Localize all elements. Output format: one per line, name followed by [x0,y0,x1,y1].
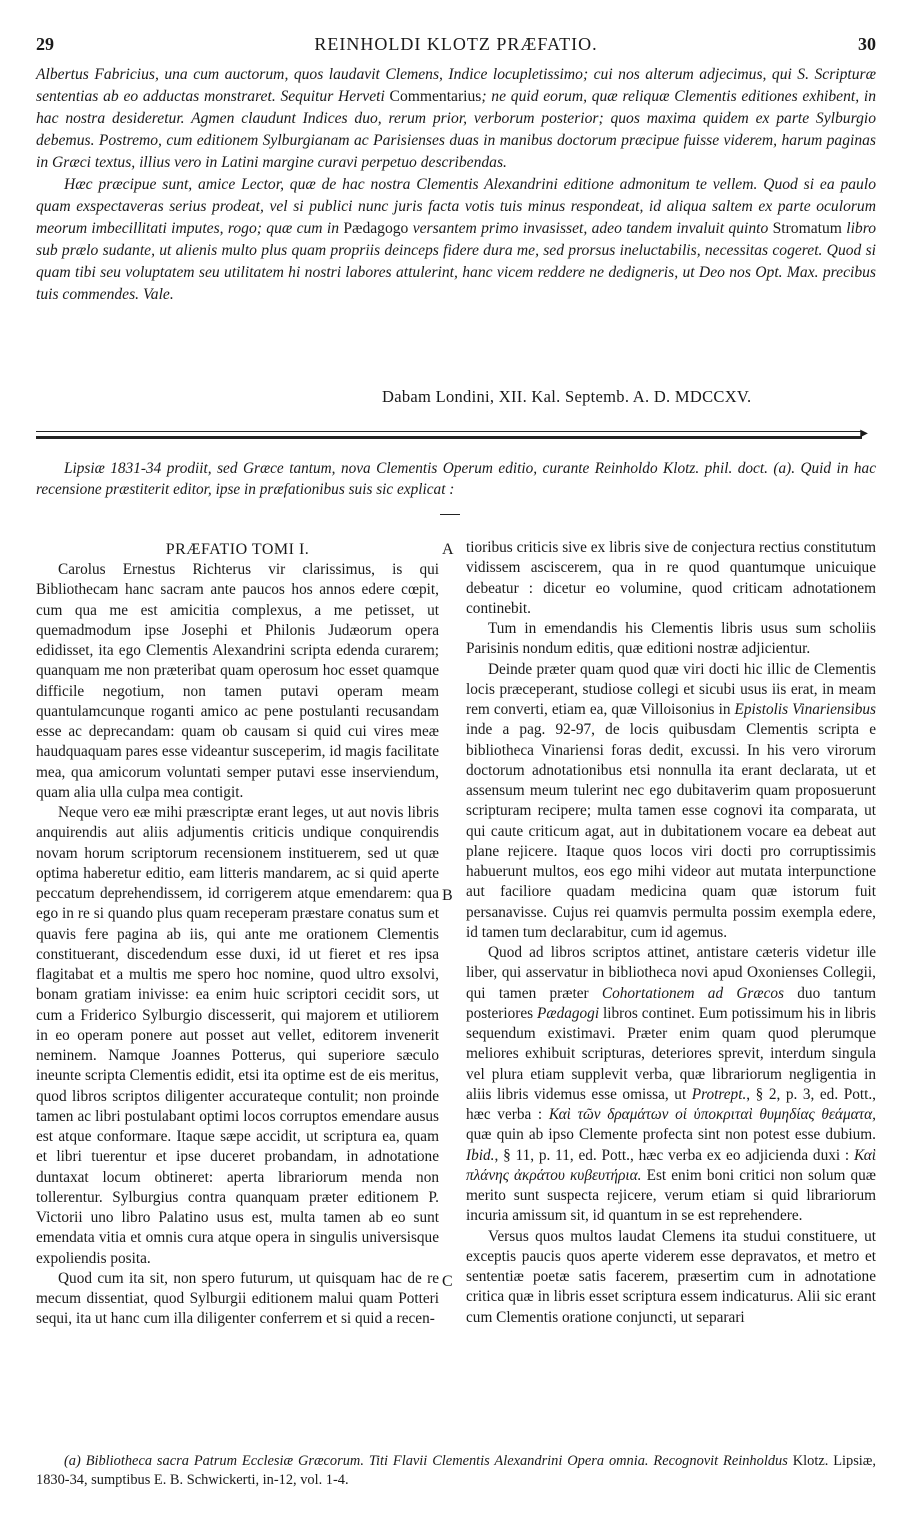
right-paragraph-1: Tum in emendandis his Clementis libris usus sum scholiis Parisinis nondum editis, quæ editioni nostræ adjicientur. [466,620,876,658]
left-column [36,538,439,1330]
text-run: ; ne quid eorum, quæ reliquæ Clementis editiones exhibent, in hac nostra desideretur. Agmen claudunt Indices duo, rerum prior, verborum posterior; quos maxima quidem ex parte Sylburgio debemus. Postremo, cum editionem Sylburgianam ac Parisienses duas in manibus doctorum præcipue fuisse viderem, harum paginas in Græci textus, illius vero in Latini margine curavi perpetuo describendas. [36,88,877,171]
rule-arrow-icon: ▶ [860,428,868,439]
left-paragraph-3: Quod cum ita sit, non spero futurum, ut quisquam hac de re mecum dissentiat, quod Sylburgii editionem malui quam Potteri sequi, ita ut hanc cum illa diligenter conferrem et si quid a recen- [36,1269,439,1328]
text-run-italic: Cohortationem ad Græcos [601,984,784,1002]
margin-letter-b: B [442,887,453,904]
intro-paragraph-1 [36,64,876,174]
text-run: versantem primo invasisset, adeo tandem invaluit quinto [408,220,773,237]
running-header [36,34,876,56]
text-run: Quod ad libros scriptos attinet, antistare cæteris videtur ille liber, qui asservatur in bibliotheca novi apud Oxonienses Collegii, qui tamen præter [466,944,876,1002]
intro-text [36,64,876,306]
date-line: Dabam Londini, XII. Kal. Septemb. A. D. MDCCXV. [382,387,752,406]
greek-quote: Καὶ τῶν δραμάτων οἱ ὑποκριταὶ θυμηδίας θεάματα, [548,1106,876,1123]
text-run: , § 2, p. 3, ed. Pott., hæc verba : [466,1085,877,1123]
intro-paragraph-2 [36,174,876,306]
footnote-imprint: Klotz. Lipsiæ, 1830-34, sumptibus E. B. Schwickerti, in-12, vol. 1-4. [36,1453,876,1488]
text-run: duo tantum posteriores [466,984,876,1022]
text-run-upright: Pædagogo [343,220,409,237]
text-run-italic: Protrept. [691,1085,747,1103]
preface-title: PRÆFATIO TOMI I. [165,541,310,558]
margin-letter-a: A [442,541,454,558]
margin-letter-c: C [442,1273,453,1290]
right-paragraph-3 [466,943,876,1227]
right-paragraph-4: Versus quos multos laudat Clemens ita studui constituere, ut exceptis paucis quos aperte viderem esse depravatos, et metro et sententiæ poetæ satis facerem, præsertim cum in adnotatione critica quæ in libris esset scriptura essem indicaturus. Alii sic erant cum Clementis oratione conjuncti, ut separari [466,1227,876,1326]
left-paragraph-1: Carolus Ernestus Richterus vir clarissimus, is qui Bibliothecam hanc sacram ante paucos hos annos edere cœpit, cum qua me est amicitia complexus, a me petisset, ut quemadmodum ipse Josephi et Philonis Judæorum opera edidisset, ita ego Clementis Alexandrini scripta edenda curarem; quanquam me non præteribat quam operosum hoc esset quamque difficile negotium, non tamen putavi operam meam quantulamcunque roganti amico ac pene postulanti recusandam esse ac deprecandam: quam ob causam si quid cui vires meæ haudquaquam pares esse videantur susceperim, id magis facilitate mea, qua amicorum voluntati semper putavi esse inserviendum, quam alia ulla culpa mea contigit. [36,561,439,801]
text-run: libros continet. Eum potissimum his in libris sequendum existimavi. Præter enim quam quod plerumque meliores exhibuit scripturas, deteriores sprevit, interdum singula vel plura etiam supplevit verba, quæ librariorum negligentia in aliis libris videmus esse omissa, ut [466,1004,876,1103]
section-rule [36,428,868,439]
right-paragraph-0: tioribus criticis sive ex libris sive de conjectura rectius constitutum vidissem asciscerem, qua in re quod quantumque unicuique debeatur : dicetur eo volumine, quod criticam adnotationem continebit. [466,539,876,617]
text-run: quæ quin ab ipso Clemente profecta sint non potest esse dubium. [466,1126,876,1144]
running-title: REINHOLDI KLOTZ PRÆFATIO. [314,34,598,54]
page-number-right: 30 [858,34,876,54]
separator-dash [440,514,460,515]
page-number-left: 29 [36,34,54,54]
text-run-italic: Epistolis Vinariensibus [734,701,876,718]
text-run-italic: Pædagogi [537,1004,600,1022]
footnote [36,1452,876,1490]
left-paragraph-2: Neque vero eæ mihi præscriptæ erant leges, ut aut novis libris anquirendis aut aliis adjumentis criticis undique conquirendis novam horum scriptorum recensionem instituerem, sed ut quæ optima haberetur editio, eam litteris mandarem, ac si quid aperte peccatum deprehendissem, id corrigerem atque emendarem: qua ego in re si quando plus quam receperam præstare conatus sum et quavis fere pagina ab iis, qui ante me orationem Clementis constituerant, discedendum esse duxi, id ut fieret et res ipsa flagitabat et a multis me spero hoc nomine, quod ultro exsolvi, bonam gratiam inivisse: ea enim huic scriptori cecidit sors, ut cum a Friderico Sylburgio discesserit, qui majorem et utiliorem in eo operam ponere aut posset aut vellet, editorem invenerit neminem. Namque Joannes Potterus, qui superiore sæculo ineunte scripta Clementis edidit, etsi ita optime est de eis meritus, quod libros scriptos diligenter accurateque contulit; non proinde tamen ac libri postulabant optimi locos corruptos emendare ausus est atque conformare. Itaque sæpe accidit, ut scriptura ea, quam et libri tuerentur et ipse duceret probandam, in adnotatione duntaxat locum obtineret: aperta librariorum menda non tollerentur. Sylburgius contra quanquam præter editionem P. Victorii uno libro Palatino usus est, multa tamen ab eo sunt emendata vitia et omnis cura atque opera in singulis universisque expoliendis posita. [36,804,439,1267]
text-run: Est enim boni critici non solum quæ merito sunt suspecta rejicere, verum etiam si quid librariorum incuria amissum sit, id quantum in se est reprehendere. [466,1166,876,1225]
lipsiae-note: Lipsiæ 1831-34 prodiit, sed Græce tantum, nova Clementis Operum editio, curante Reinholdo Klotz. phil. doct. (a). Quid in hac recensione præstiterit editor, ipse in præfationibus suis sic explicat : [36,460,876,498]
text-run: Deinde præter quam quod quæ viri docti hic illic de Clementis locis præceperant, studiose collegi et sicubi usus iis erat, in meam rem converti, etiam ea, quæ Villoisonius in [466,660,876,718]
rule-thick [36,436,862,439]
right-column [466,538,876,1328]
text-run: Hæc præcipue sunt, amice Lector, quæ de hac nostra Clementis Alexandrini editione admonitum te vellem. Quod si ea paulo quam exspectaveras serius prodeat, vel si publici nunc juris facta votis tuis minus respondeat, id aliqua saltem ex parte oculorum meorum imbecillitati imputes, rogo; quæ cum in [36,176,876,237]
greek-quote: Καὶ πλάνης ἀκράτου κυβευτήρια. [466,1146,876,1184]
footnote-title: (a) Bibliotheca sacra Patrum Ecclesiæ Græcorum. Titi Flavii Clementis Alexandrini Opera omnia. Recognovit Reinholdus [64,1453,793,1469]
right-paragraph-2 [466,660,876,944]
rule-thin [36,431,862,432]
text-run-upright: Stromatum [772,220,842,237]
text-run-upright: Commentarius [389,88,482,105]
text-run: inde a pag. 92-97, de locis quibusdam Clementis scripta e bibliotheca Vinariensi foras dedit, excussi. In his vero virorum doctorum adnotationibus etsi nonnulla ita erant declarata, ut et assensum meum tulerint nec ego dubitaverim quam proposuerunt scripturam recipere; multa tamen esse cognovi ita comparata, ut qui caute criticum agat, aut in dubitationem vocare ea debeat aut plane rejicere. Itaque quos locos viri docti pro corruptissimis habuerunt multos, eos ego mihi videor aut mutata interpunctione aut faciliore quadam medicina quam quæ istorum fuit persanavisse. Cujus rei quamvis permulta possim exempla edere, id tamen tum declarabitur, cum id agemus. [466,721,876,941]
text-run: Albertus Fabricius, una cum auctorum, quos laudavit Clemens, Indice locupletissimo; cui nos alterum adjecimus, qui S. Scripturæ sententias ab eo adductas monstraret. Sequitur Herveti [36,66,876,105]
text-run: libro sub prælo sudante, ut alienis multo plus quam propriis deinceps fidere dura me, sed prorsus ineluctabilis, necessitas cogeret. Quod si quam tibi seu voluptatem seu utilitatem hi nostri labores attulerint, hanc vicem reddere ne dedigneris, ut Deo nos Opt. Max. precibus tuis commendes. Vale. [36,220,877,303]
text-run-italic: Ibid. [466,1146,495,1164]
text-run: , § 11, p. 11, ed. Pott., hæc verba ex eo adjicienda duxi : [494,1146,854,1164]
